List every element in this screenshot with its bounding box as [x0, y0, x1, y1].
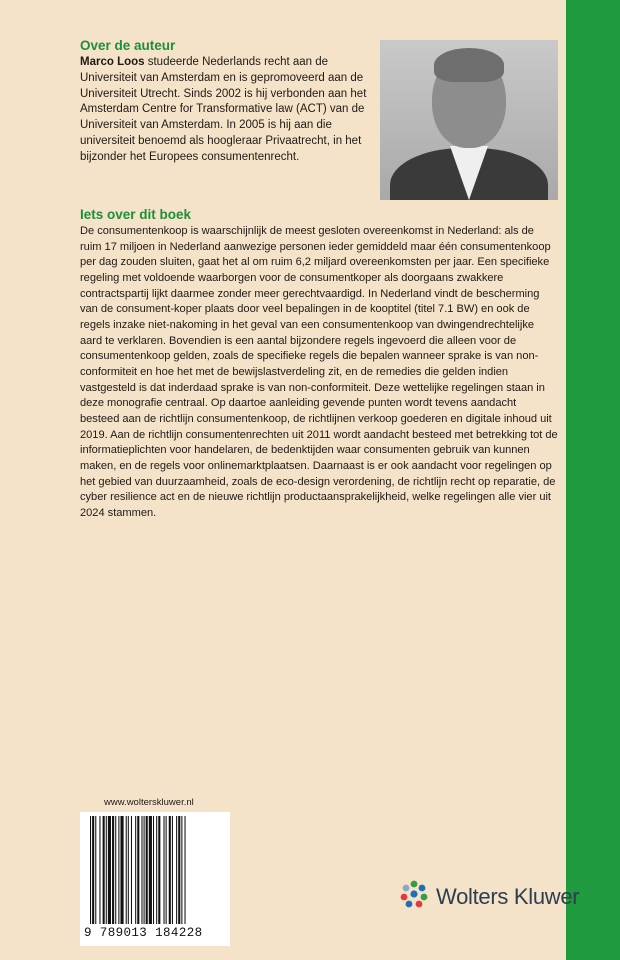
isbn-barcode: [80, 812, 230, 946]
author-heading: Over de auteur: [80, 38, 176, 53]
logo-text: Wolters Kluwer: [436, 884, 580, 909]
barcode-bars: [84, 816, 226, 924]
author-bio-text: studeerde Nederlands recht aan de Universiteit van Amsterdam en is gepromoveerd aan de Universiteit Utrecht. Sinds 2002 is hij verbonden aan het Amsterdam Centre for Transformative law (ACT) van de Universiteit van Amsterdam. In 2005 is hij aan die universiteit benoemd als hoogleraar Privaatrecht, in het bijzonder het Europees consumentenrecht.: [80, 56, 367, 163]
author-name: Marco Loos: [80, 56, 145, 68]
author-bio: [80, 55, 372, 166]
green-spine-stripe: [566, 0, 620, 960]
book-description: De consumentenkoop is waarschijnlijk de meest gesloten overeenkomst in Nederland: als de ruim 17 miljoen in Nederland aanwezige personen ieder gemiddeld maar één consumentenkoop per dag zouden sluiten, gaat het al om ruim 6,2 miljard overeenkomsten per jaar. Een specifieke regeling met voldoende waarborgen voor de consumentkoper als doorgaans zwakkere contractspartij lijkt daarmee zonder meer gerechtvaardigd. In Nederland vindt de bescherming van de consument-koper plaats door veel bepalingen in de kooptitel (titel 7.1 BW) en ook de regels inzake niet-nakoming in het geval van een consumentenkoop van dwingendrechtelijke aard te verklaren. Bovendien is een aantal bijzondere regels ingevoerd die alleen voor de consumentenkoop gelden, zoals de specifieke regels die bepalen wanneer sprake is van non-conformiteit en hoe het met de bewijslastverdeling zit, en de remedies die gelden indien vastgesteld is dat inderdaad sprake is van non-conformiteit. Deze wettelijke regelingen staan in deze monografie centraal. Op daartoe aanleiding gevende punten wordt tevens aandacht besteed aan de richtlijn consumentenkoop, de richtlijnen verkoop goederen en digitale inhoud uit 2019. Aan de richtlijn consumentenrechten uit 2011 wordt aandacht besteed met betrekking tot de informatieplichten voor handelaren, de bedenktijden waar consumenten gebruik van kunnen maken, en de regels voor onlinemarktplaatsen. Daarnaast is er ook aandacht voor regelingen op het gebied van duurzaamheid, zoals de eco-design verordening, de richtlijn recht op reparatie, de cyber resilience act en de nieuwe richtlijn productaansprakelijkheid, welke regelingen alle vier uit 2024 stammen.: [80, 225, 558, 519]
website-url[interactable]: www.wolterskluwer.nl: [104, 797, 194, 808]
publisher-logo: [398, 878, 608, 918]
book-heading: Iets over dit boek: [80, 207, 192, 222]
wolters-kluwer-dots-icon: [398, 878, 430, 910]
barcode-digits: 9 789013 184228: [84, 926, 203, 940]
photo-hair: [434, 48, 504, 82]
author-photo: [380, 40, 558, 200]
